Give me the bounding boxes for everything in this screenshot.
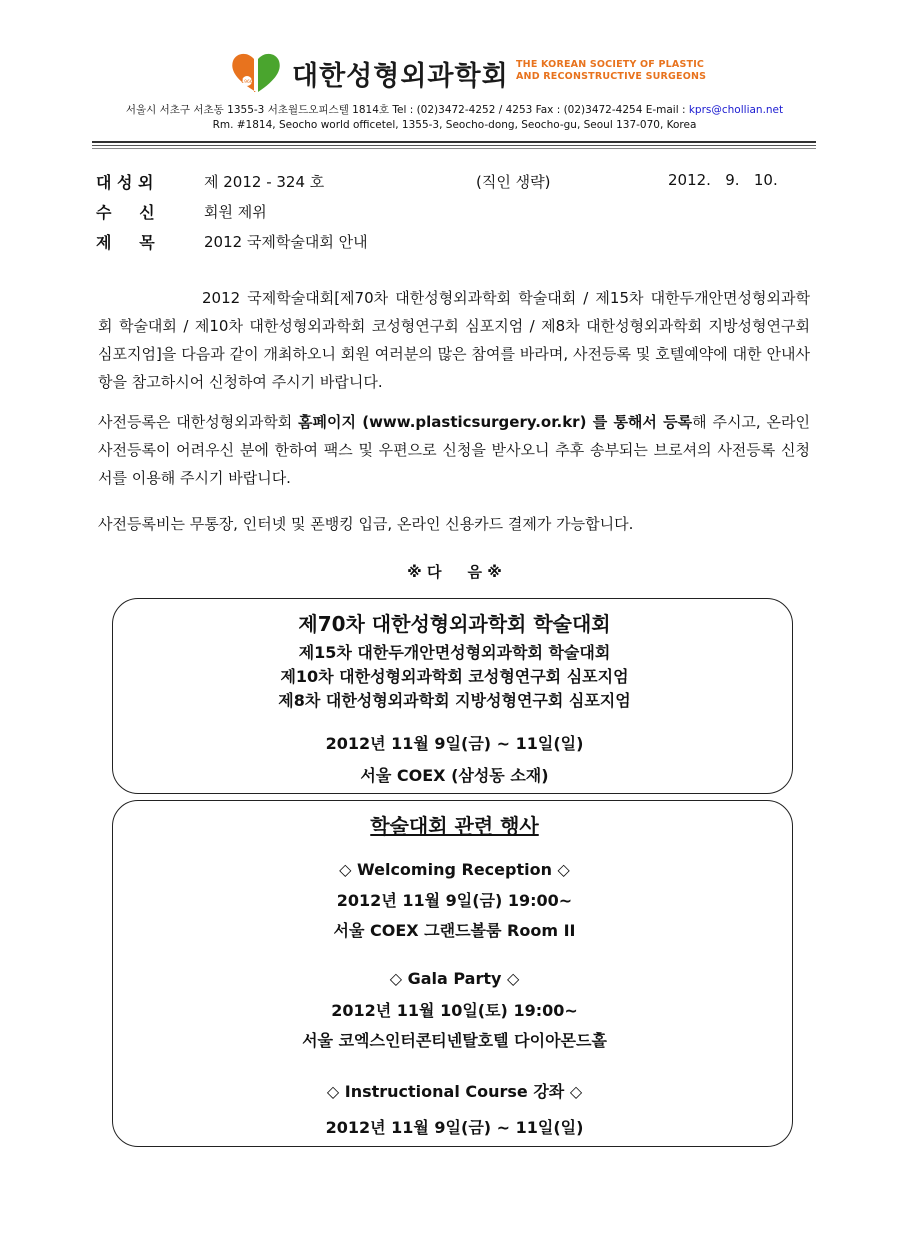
registration-text-suffix: 해 주시고, 온라인 사전등록이 어려우신 분에 한하여 팩스 및 우편으로 신청을 받사오니 추후 송부되는 브로셔의 사전등록 신청서를 이용해 주시기 바랍니다. [98,413,810,487]
event-gala-time: 2012년 11월 10일(토) 19:00~ [331,1001,578,1020]
subject-label: 제 목 [96,233,155,252]
heart-logo-icon [230,50,282,94]
events-title-text: 학술대회 관련 행사 [370,814,539,838]
society-logo [230,50,282,94]
conference-title: 제70차 대한성형외과학회 학술대회 [298,612,611,636]
document-date: 2012. 9. 10. [668,171,778,189]
intro-paragraph-text: 2012 국제학술대회[제70차 대한성형외과학회 학술대회 / 제15차 대한두개안면성형외과학회 학술대회 / 제10차 대한성형외과학회 코성형연구회 심포지엄 / 제8차 대한성형외과학회 지방성형연구회 심포지엄]을 다음과 같이 개최하오니 회원 여러분의 많은 참여를 바라며, 사전등록 및 호텔예약에 대한 안내사항을 참고하시어 신청하여 주시기 바랍니다. [98,289,810,391]
event-welcoming-time: 2012년 11월 9일(금) 19:00~ [336,891,573,910]
event-course-time: 2012년 11월 9일(금) ~ 11일(일) [325,1118,584,1137]
header-divider-thin [92,148,816,149]
logo-year: 1966 [241,80,253,85]
registration-text-prefix: 사전등록은 대한성형외과학회 [98,413,298,431]
conference-venue: 서울 COEX (삼성동 소재) [360,766,549,785]
following-note: ※ 다 음 ※ [407,563,502,581]
recipient: 회원 제위 [204,203,267,221]
email-link[interactable]: kprs@chollian.net [688,104,784,116]
org-name-korean: 대한성형외과학회 [292,61,509,92]
event-course-title: ◇ Instructional Course 강좌 ◇ [326,1082,583,1101]
fee-paragraph [98,510,810,538]
intro-paragraph [98,284,810,396]
address-korean [0,102,909,117]
org-name-english-line1: THE KOREAN SOCIETY OF PLASTIC [516,59,705,70]
event-welcoming-title: ◇ Welcoming Reception ◇ [339,860,570,879]
address-korean-text: 서울시 서초구 서초동 1355-3 서초월드오피스텔 1814호 Tel : (02)3472-4252 / 4253 Fax : (02)3472-4254 E-mail : [125,104,689,116]
header-divider-thick [92,141,816,143]
org-name-english [516,59,706,83]
org-name-english-line2: AND RECONSTRUCTIVE SURGEONS [516,71,707,82]
conference-line-3: 제10차 대한성형외과학회 코성형연구회 심포지엄 [280,667,629,686]
fee-paragraph-text: 사전등록비는 무통장, 인터넷 및 폰뱅킹 입금, 온라인 신용카드 결제가 가능합니다. [98,515,634,533]
document-number: 제 2012 - 324 호 [204,173,325,191]
recipient-label: 수 신 [96,203,155,222]
events-title [0,810,909,839]
conference-dates: 2012년 11월 9일(금) ~ 11일(일) [325,734,584,753]
event-welcoming-place: 서울 COEX 그랜드볼룸 Room II [333,921,576,940]
registration-homepage-link[interactable]: 홈페이지 (www.plasticsurgery.or.kr) 를 통해서 등록 [298,413,693,431]
conference-line-4: 제8차 대한성형외과학회 지방성형연구회 심포지엄 [278,691,631,710]
subject: 2012 국제학술대회 안내 [204,233,368,251]
conference-line-2: 제15차 대한두개안면성형외과학회 학술대회 [298,643,611,662]
seal-note: (직인 생략) [476,173,551,191]
sender-label: 대 성 외 [96,173,154,192]
registration-paragraph [98,408,810,492]
event-gala-title: ◇ Gala Party ◇ [389,969,520,988]
address-english: Rm. #1814, Seocho world officetel, 1355-3, Seocho-dong, Seocho-gu, Seoul 137-070, Korea [212,119,697,131]
event-gala-place: 서울 코엑스인터콘티넨탈호텔 다이아몬드홀 [302,1031,607,1050]
header-divider-mid [92,145,816,146]
